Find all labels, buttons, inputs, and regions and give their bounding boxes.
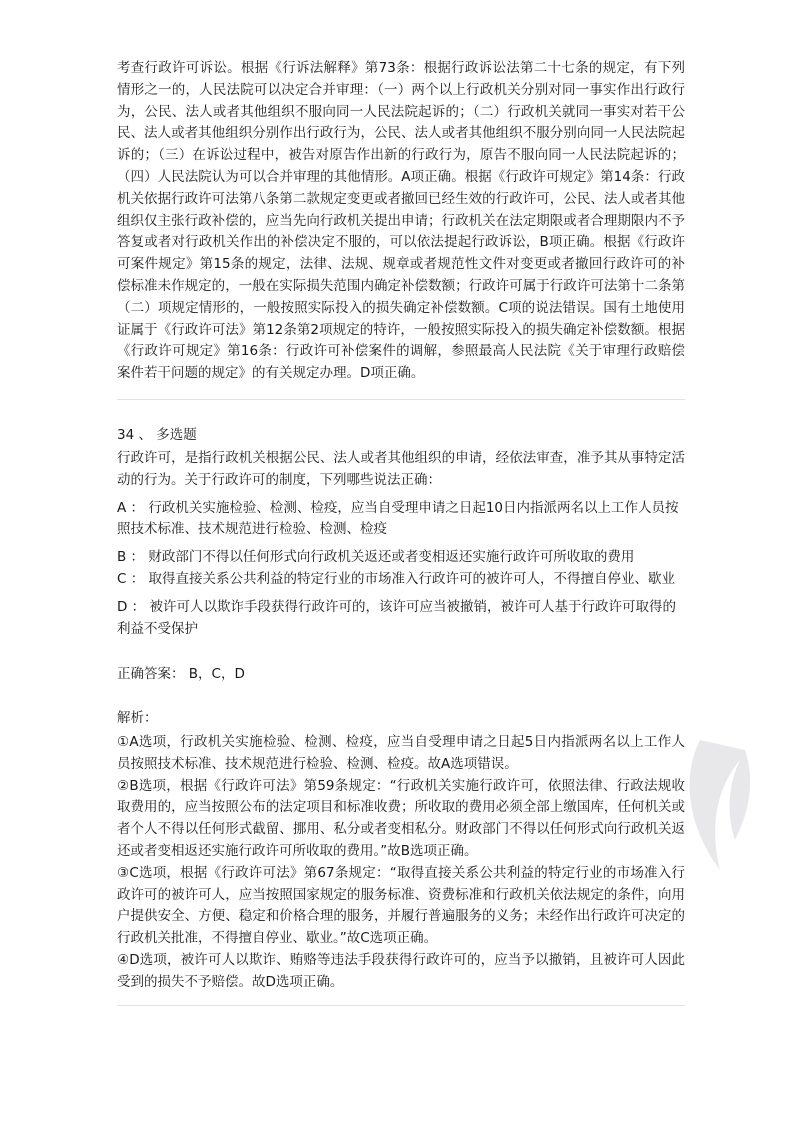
option-d: D ： 被许可人以欺诈手段获得行政许可的，该许可应当被撤销，被许可人基于行政许可取得的利益不受保护 [117,598,676,637]
option-c: C ： 取得直接关系公共利益的特定行业的市场准入行政许可的被许可人，不得擅自停业、歇业 [117,570,676,587]
analysis-item-a: ①A选项，行政机关实施检验、检测、检疫，应当自受理申请之日起5日内指派两名以上工作人员按照技术标准、技术规范进行检验、检测、检疫。故A选项错误。 [117,733,685,772]
analysis-label: 解析： [117,710,158,727]
question-stem: 行政许可，是指行政机关根据公民、法人或者其他组织的申请，经依法审查，准予其从事特定活动的行为。关于行政许可的制度，下列哪些说法正确： [117,449,685,488]
previous-explanation: 考查行政许可诉讼。根据《行诉法解释》第73条：根据行政诉讼法第二十七条的规定，有下列情形之一的，人民法院可以决定合并审理：（一）两个以上行政机关分别对同一事实作出行政行为，公民、法人或者其他组织不服向同一人民法院起诉的；（二）行政机关就同一事实对若干公民、法人或者其他组织分别作出行政行为，公民、法人或者其他组织不服分别向同一人民法院起诉的；（三）在诉讼过程中，被告对原告作出新的行政行为，原告不服向同一人民法院起诉的；（四）人民法院认为可以合并审理的其他情形。A项正确。根据《行政许可规定》第14条：行政机关依据行政许可法第八条第二款规定变更或者撤回已经生效的行政许可，公民、法人或者其他组织仅主张行政补偿的，应当先向行政机关提出申请；行政机关在法定期限或者合理期限内不予答复或者对行政机关作出的补偿决定不服的，可以依法提起行政诉讼，B项正确。根据《行政许可案件规定》第15条的规定，法律、法规、规章或者规范性文件对变更或者撤回行政许可的补偿标准未作规定的，一般在实际损失范围内确定补偿数额；行政许可属于行政许可法第十二条第（二）项规定情形的，一般按照实际投入的损失确定补偿数额。C项的说法错误。国有土地使用证属于《行政许可法》第12条第2项规定的特许，一般按照实际投入的损失确定补偿数额。根据《行政许可规定》第16条：行政许可补偿案件的调解，参照最高人民法院《关于审理行政赔偿案件若干问题的规定》的有关规定办理。D项正确。 [117,60,685,382]
analysis-item-c: ③C选项，根据《行政许可法》第67条规定：“取得直接关系公共利益的特定行业的市场准入行政许可的被许可人，应当按照国家规定的服务标准、资费标准和行政机关依法规定的条件，向用户提供安全、方便、稳定和价格合理的服务，并履行普遍服务的义务；未经作出行政许可决定的行政机关批准，不得擅自停业、歇业。”故C选项正确。 [117,864,685,947]
analysis-item-b: ②B选项，根据《行政许可法》第59条规定：“行政机关实施行政许可，依照法律、行政法规收取费用的，应当按照公布的法定项目和标准收费；所收取的费用必须全部上缴国库，任何机关或者个人不得以任何形式截留、挪用、私分或者变相私分。财政部门不得以任何形式向行政机关返还或者变相返还实施行政许可所收取的费用。”故B选项正确。 [117,777,685,859]
question-block [117,424,685,994]
correct-answer: 正确答案： B，C，D [117,666,245,683]
analysis-item-d: ④D选项，被许可人以欺诈、贿赂等违法手段获得行政许可的，应当予以撤销，且被许可人因此受到的损失不予赔偿。故D选项正确。 [117,951,685,990]
document-page [117,58,685,1006]
divider-bottom [117,1005,685,1006]
question-number: 34 、 多选题 [117,426,197,443]
option-a: A ： 行政机关实施检验、检测、检疫，应当自受理申请之日起10日内指派两名以上工作人员按照技术标准、技术规范进行检验、检测、检疫 [117,499,679,538]
option-b: B ： 财政部门不得以任何形式向行政机关返还或者变相返还实施行政许可所收取的费用 [117,549,635,566]
